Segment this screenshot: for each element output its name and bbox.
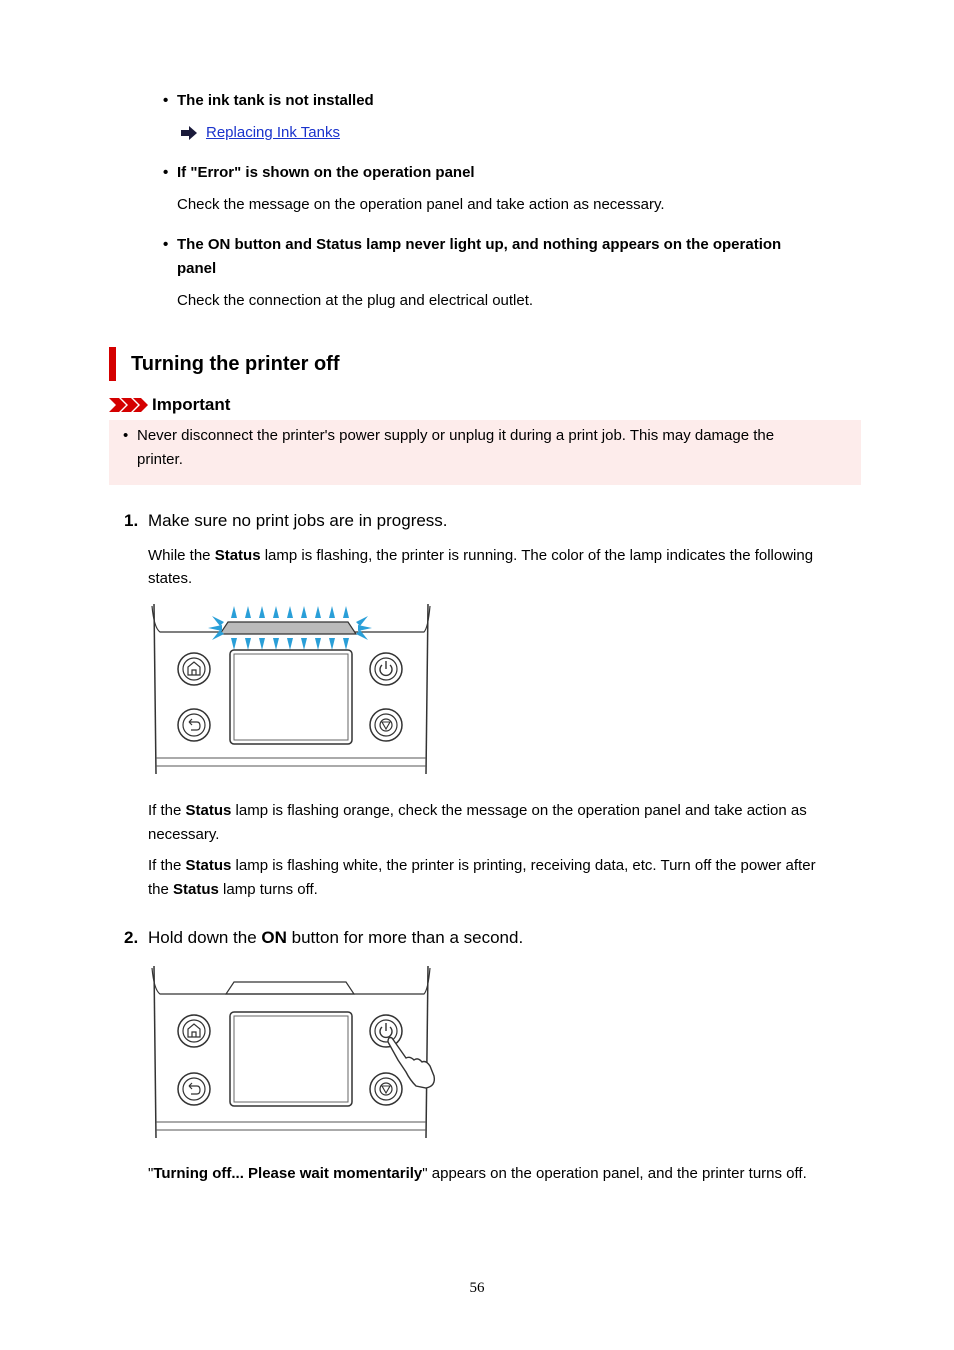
step-1-para-1-cont: states. xyxy=(148,570,193,587)
important-box xyxy=(109,420,861,485)
bullet-title: The ink tank is not installed xyxy=(177,92,374,109)
step-1-para-1: While the Status lamp is flashing, the printer is running. The color of the lamp indicates the following xyxy=(148,547,814,564)
step-2-text: Hold down the ON button for more than a second. xyxy=(148,928,524,947)
bullet-dot: • xyxy=(163,92,169,109)
bullet-body: Check the connection at the plug and electrical outlet. xyxy=(177,292,534,309)
replacing-ink-tanks-link[interactable]: Replacing Ink Tanks xyxy=(206,124,340,141)
arrow-right-icon xyxy=(180,125,198,141)
bullet-title: If "Error" is shown on the operation panel xyxy=(177,164,475,181)
step-1-para-2: If the Status lamp is flashing orange, check the message on the operation panel and take action as xyxy=(148,802,807,819)
panel-illustration-status-lamp xyxy=(148,598,438,778)
bullet-dot: • xyxy=(163,164,169,181)
step-1-text: Make sure no print jobs are in progress. xyxy=(148,511,448,530)
bullet-dot: • xyxy=(123,427,129,444)
bullet-title: The ON button and Status lamp never light up, and nothing appears on the operation xyxy=(177,236,782,253)
important-text-cont: printer. xyxy=(137,451,183,468)
step-2-result: "Turning off... Please wait momentarily" appears on the operation panel, and the printer turns off. xyxy=(148,1165,807,1182)
bullet-dot: • xyxy=(163,236,169,253)
bullet-body: Check the message on the operation panel and take action as necessary. xyxy=(177,196,665,213)
important-chevrons-icon xyxy=(109,396,149,414)
page-number: 56 xyxy=(469,1280,485,1296)
section-accent-bar xyxy=(109,347,116,381)
bullet-title-cont: panel xyxy=(177,260,217,277)
step-1-para-3: If the Status lamp is flashing white, the printer is printing, receiving data, etc. Turn off the power after xyxy=(148,857,816,874)
section-title: Turning the printer off xyxy=(131,353,340,375)
step-2-number: 2. xyxy=(124,928,139,947)
panel-illustration-on-button xyxy=(148,960,443,1142)
important-label: Important xyxy=(152,395,231,414)
important-text: Never disconnect the printer's power supply or unplug it during a print job. This may damage the xyxy=(137,427,775,444)
step-1-para-3-cont: the Status lamp turns off. xyxy=(148,881,318,898)
step-1-para-2-cont: necessary. xyxy=(148,826,220,843)
step-1-number: 1. xyxy=(124,511,139,530)
